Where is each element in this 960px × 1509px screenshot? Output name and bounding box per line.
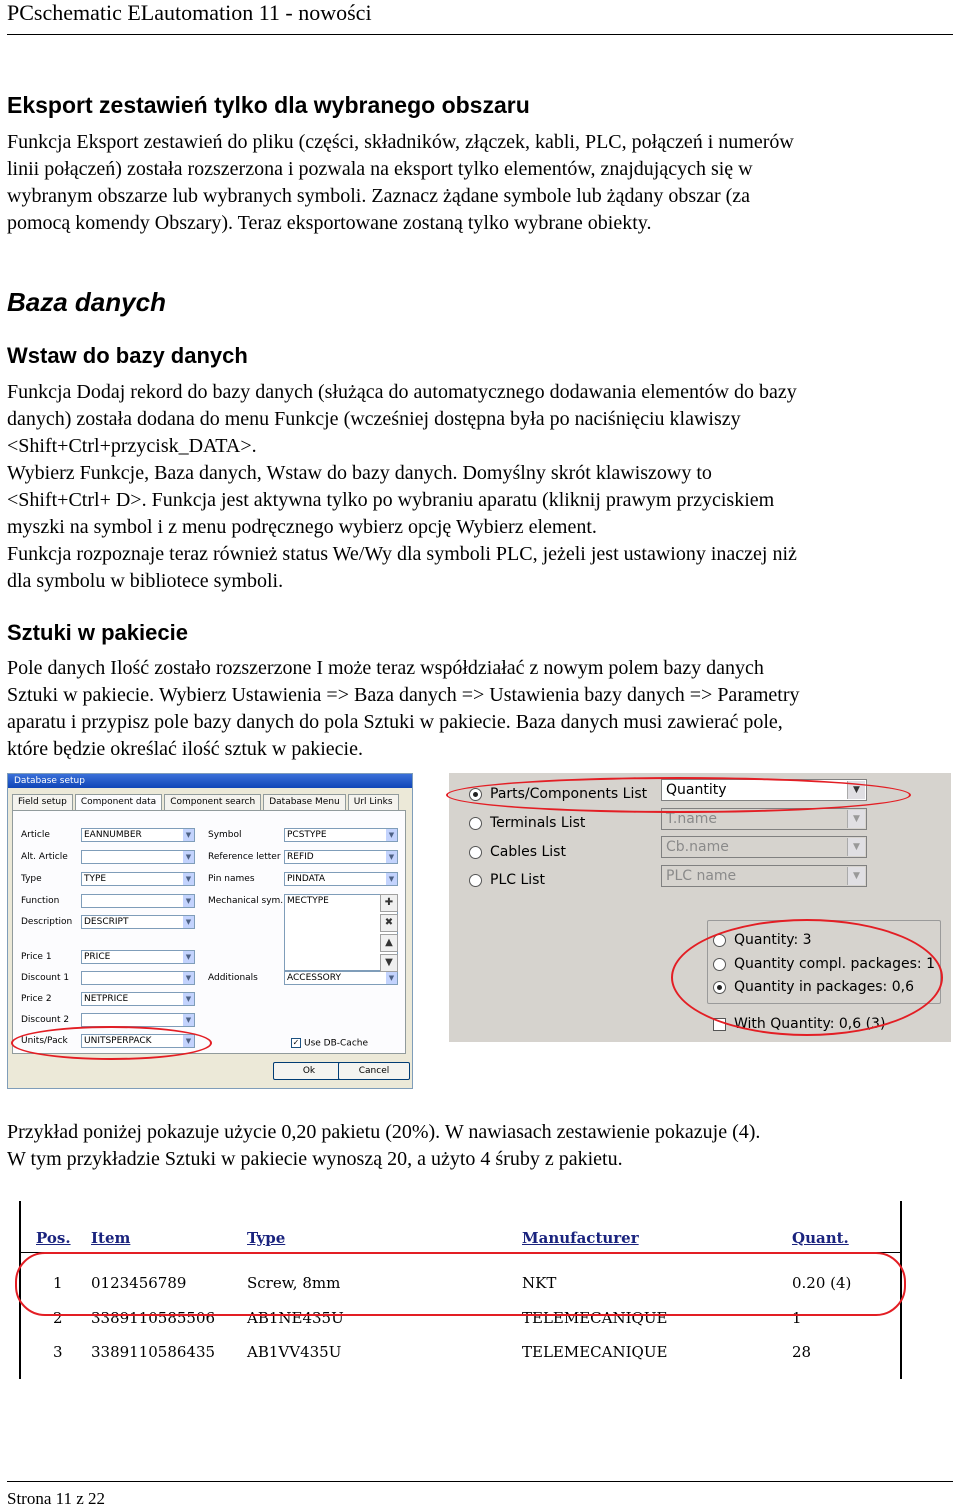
field-combo[interactable] <box>81 1013 195 1027</box>
highlight-ellipse <box>11 1026 212 1060</box>
paragraph-line: Wybierz Funkcje, Baza danych, Wstaw do bazy danych. Domyślny skrót klawiszowy to <box>7 462 712 484</box>
field-combo[interactable] <box>81 850 195 864</box>
radio-icon <box>469 846 482 859</box>
paragraph-line: Przykład poniżej pokazuje użycie 0,20 pakietu (20%). W nawiasach zestawienie pokazuje (4). <box>7 1121 761 1143</box>
move-down-icon[interactable]: ▼ <box>380 954 398 972</box>
paragraph-line: aparatu i przypisz pole bazy danych do pola Sztuki w pakiecie. Baza danych musi zawierać pole, <box>7 711 783 733</box>
radio-label: Quantity compl. packages: 1 <box>734 956 935 972</box>
ok-button[interactable]: Ok <box>273 1062 345 1080</box>
database-setup-dialog <box>7 773 413 1089</box>
field-combo[interactable] <box>284 872 398 886</box>
table-cell: AB1VV435U <box>247 1343 342 1361</box>
chevron-down-icon[interactable]: ▼ <box>183 873 194 885</box>
use-db-cache-checkbox[interactable] <box>291 1038 368 1049</box>
radio-plc-list[interactable] <box>469 869 545 891</box>
move-up-icon[interactable]: ▲ <box>380 934 398 952</box>
chevron-down-icon: ▼ <box>847 867 865 885</box>
chevron-down-icon[interactable]: ▼ <box>386 873 397 885</box>
paragraph-line: Funkcja rozpoznaje teraz również status We/Wy dla symboli PLC, jeżeli jest ustawiony inaczej niż <box>7 543 797 565</box>
dialog-tabs <box>12 794 401 810</box>
chevron-down-icon[interactable]: ▼ <box>183 851 194 863</box>
paragraph-line: Pole danych Ilość zostało rozszerzone I może teraz współdziałać z nowym polem bazy danych <box>7 657 764 679</box>
table-cell: Screw, 8mm <box>247 1274 341 1292</box>
field-combo[interactable] <box>81 992 195 1006</box>
table-cell: 1 <box>792 1309 802 1327</box>
field-label: Price 2 <box>21 994 52 1004</box>
units-pack-heading: Sztuki w pakiecie <box>7 620 188 645</box>
combo-value: ACCESSORY <box>287 973 341 983</box>
component-data-panel <box>12 810 406 1054</box>
field-combo[interactable] <box>81 915 195 929</box>
column-header-pos: Pos. <box>36 1229 71 1247</box>
table-cell: 28 <box>792 1343 812 1361</box>
chevron-down-icon[interactable]: ▼ <box>386 972 397 984</box>
field-combo[interactable] <box>284 971 398 985</box>
checkbox-label: With Quantity: 0,6 (3) <box>734 1016 886 1032</box>
chevron-down-icon: ▼ <box>847 838 865 856</box>
field-combo[interactable] <box>81 971 195 985</box>
export-section-paragraph <box>7 129 953 237</box>
tab-component-search[interactable]: Component search <box>164 794 261 810</box>
paragraph-line: <Shift+Ctrl+ D>. Funkcja jest aktywna tylko po wybraniu aparatu (kliknij prawym przyciskiem <box>7 489 775 511</box>
field-label: Reference letter <box>208 852 281 862</box>
radio-icon <box>469 817 482 830</box>
combo-value: TYPE <box>84 874 107 884</box>
chevron-down-icon[interactable]: ▼ <box>847 781 865 799</box>
combo-value: EANNUMBER <box>84 830 142 840</box>
combo-value: UNITSPERPACK <box>84 1036 152 1046</box>
tab-database-menu[interactable]: Database Menu <box>263 794 346 810</box>
parts-list-table <box>19 1201 902 1379</box>
chevron-down-icon[interactable]: ▼ <box>386 829 397 841</box>
combo-value: Cb.name <box>666 839 729 855</box>
field-combo[interactable] <box>81 950 195 964</box>
combo-value: Quantity <box>666 782 727 798</box>
cancel-button[interactable]: Cancel <box>338 1062 410 1080</box>
example-paragraph <box>7 1119 953 1173</box>
list-value: MECTYPE <box>287 896 329 906</box>
table-cell: 3389110586435 <box>91 1343 216 1361</box>
radio-label: Parts/Components List <box>490 786 648 802</box>
combo-value: NETPRICE <box>84 994 129 1004</box>
checkbox-check-icon: ✓ <box>292 1038 300 1047</box>
field-combo[interactable] <box>81 894 195 908</box>
table-cell: NKT <box>522 1274 557 1292</box>
chevron-down-icon[interactable]: ▼ <box>183 972 194 984</box>
units-pack-paragraph <box>7 655 953 763</box>
field-label: Article <box>21 830 50 840</box>
table-cell: 0.20 (4) <box>792 1274 852 1292</box>
paragraph-line: Funkcja Dodaj rekord do bazy danych (służąca do automatycznego dodawania elementów do bazy <box>7 381 797 403</box>
cable-name-combo <box>661 836 867 858</box>
table-cell: 3389110585506 <box>91 1309 216 1327</box>
paragraph-line: linii połączeń) została rozszerzona i pozwala na eksport tylko elementów, znajdujących się w <box>7 158 753 180</box>
highlight-ellipse <box>446 777 911 813</box>
field-combo[interactable] <box>284 828 398 842</box>
paragraph-line: danych) została dodana do menu Funkcje (wcześniej dostępna była po naciśnięciu klawiszy <box>7 408 741 430</box>
table-cell: 3 <box>53 1343 63 1361</box>
dialog-titlebar: Database setup <box>8 774 412 788</box>
chevron-down-icon: ▼ <box>847 810 865 828</box>
chevron-down-icon[interactable]: ▼ <box>183 829 194 841</box>
radio-terminals-list[interactable] <box>469 812 585 834</box>
paragraph-line: W tym przykładzie Sztuki w pakiecie wynoszą 20, a użyto 4 śruby z pakietu. <box>7 1148 623 1170</box>
radio-label: Terminals List <box>490 815 586 831</box>
field-label: Price 1 <box>21 952 52 962</box>
radio-cables-list[interactable] <box>469 841 566 863</box>
paragraph-line: myszki na symbol i z menu podręcznego wybierz opcję Wybierz element. <box>7 516 597 538</box>
field-label: Discount 1 <box>21 973 70 983</box>
combo-value: PCSTYPE <box>287 830 327 840</box>
combo-value: T.name <box>666 811 718 827</box>
chevron-down-icon[interactable]: ▼ <box>183 993 194 1005</box>
highlight-ellipse <box>15 1252 906 1316</box>
delete-icon[interactable]: ✖ <box>380 914 398 932</box>
combo-value: PRICE <box>84 952 111 962</box>
field-label: Pin names <box>208 874 255 884</box>
paragraph-line: Funkcja Eksport zestawień do pliku (części, składników, złączek, kabli, PLC, połączeń i numerów <box>7 131 794 153</box>
export-section-heading: Eksport zestawień tylko dla wybranego obszaru <box>7 92 530 118</box>
table-cell: 1 <box>53 1274 63 1292</box>
page-number: Strona 11 z 22 <box>7 1489 106 1508</box>
field-label: Alt. Article <box>21 852 68 862</box>
field-combo[interactable] <box>81 828 195 842</box>
column-header-manufacturer: Manufacturer <box>522 1229 639 1247</box>
add-icon[interactable]: ✚ <box>380 894 398 912</box>
paragraph-line: które będzie określać ilość sztuk w pakiecie. <box>7 738 363 760</box>
table-cell: AB1NE435U <box>247 1309 344 1327</box>
field-label: Units/Pack <box>21 1036 68 1046</box>
insert-db-heading: Wstaw do bazy danych <box>7 343 248 368</box>
combo-value: DESCRIPT <box>84 917 129 927</box>
column-header-type: Type <box>247 1229 286 1247</box>
field-label: Discount 2 <box>21 1015 70 1025</box>
combo-value: REFID <box>287 852 314 862</box>
tab-component-data[interactable]: Component data <box>75 794 162 812</box>
chevron-down-icon[interactable]: ▼ <box>386 851 397 863</box>
tab-url-links[interactable]: Url Links <box>348 794 399 810</box>
field-label: Additionals <box>208 973 258 983</box>
header-divider <box>7 34 953 35</box>
tab-field-setup[interactable]: Field setup <box>12 794 73 810</box>
database-heading: Baza danych <box>7 287 166 317</box>
paragraph-line: dla symbolu w bibliotece symboli. <box>7 570 284 592</box>
radio-label: PLC List <box>490 872 545 888</box>
radio-label: Quantity: 3 <box>734 932 812 948</box>
footer-divider <box>7 1481 953 1482</box>
chevron-down-icon[interactable]: ▼ <box>183 1014 194 1026</box>
chevron-down-icon[interactable]: ▼ <box>183 895 194 907</box>
chevron-down-icon[interactable]: ▼ <box>183 1035 194 1047</box>
field-label: Description <box>21 917 73 927</box>
paragraph-line: pomocą komendy Obszary). Teraz eksportowane zostaną tylko wybrane obiekty. <box>7 212 652 234</box>
column-header-quant: Quant. <box>792 1229 849 1247</box>
paragraph-line: <Shift+Ctrl+przycisk_DATA>. <box>7 435 257 457</box>
column-header-item: Item <box>91 1229 131 1247</box>
combo-value: PINDATA <box>287 874 325 884</box>
insert-db-paragraph <box>7 379 953 595</box>
highlight-ellipse <box>671 919 943 1036</box>
table-cell: 0123456789 <box>91 1274 187 1292</box>
table-cell: TELEMECANIQUE <box>522 1309 668 1327</box>
field-label: Symbol <box>208 830 242 840</box>
list-settings-panel <box>449 773 951 1042</box>
combo-value: PLC name <box>666 868 737 884</box>
paragraph-line: Sztuki w pakiecie. Wybierz Ustawienia => Baza danych => Ustawienia bazy danych => Parametry <box>7 684 800 706</box>
field-combo[interactable] <box>81 872 195 886</box>
field-label: Mechanical sym. <box>208 896 284 906</box>
table-cell: TELEMECANIQUE <box>522 1343 668 1361</box>
radio-label: Quantity in packages: 0,6 <box>734 979 914 995</box>
radio-label: Cables List <box>490 844 566 860</box>
field-label: Function <box>21 896 60 906</box>
page-header-title: PCschematic ELautomation 11 - nowości <box>7 0 372 25</box>
field-combo[interactable] <box>284 850 398 864</box>
plc-name-combo <box>661 865 867 887</box>
chevron-down-icon[interactable]: ▼ <box>183 951 194 963</box>
chevron-down-icon[interactable]: ▼ <box>183 916 194 928</box>
radio-icon <box>469 874 482 887</box>
field-label: Type <box>21 874 42 884</box>
table-cell: 2 <box>53 1309 63 1327</box>
paragraph-line: wybranym obszarze lub wybranych symboli. Zaznacz żądane symbole lub żądany obszar (za <box>7 185 751 207</box>
checkbox-label: Use DB-Cache <box>304 1038 369 1049</box>
